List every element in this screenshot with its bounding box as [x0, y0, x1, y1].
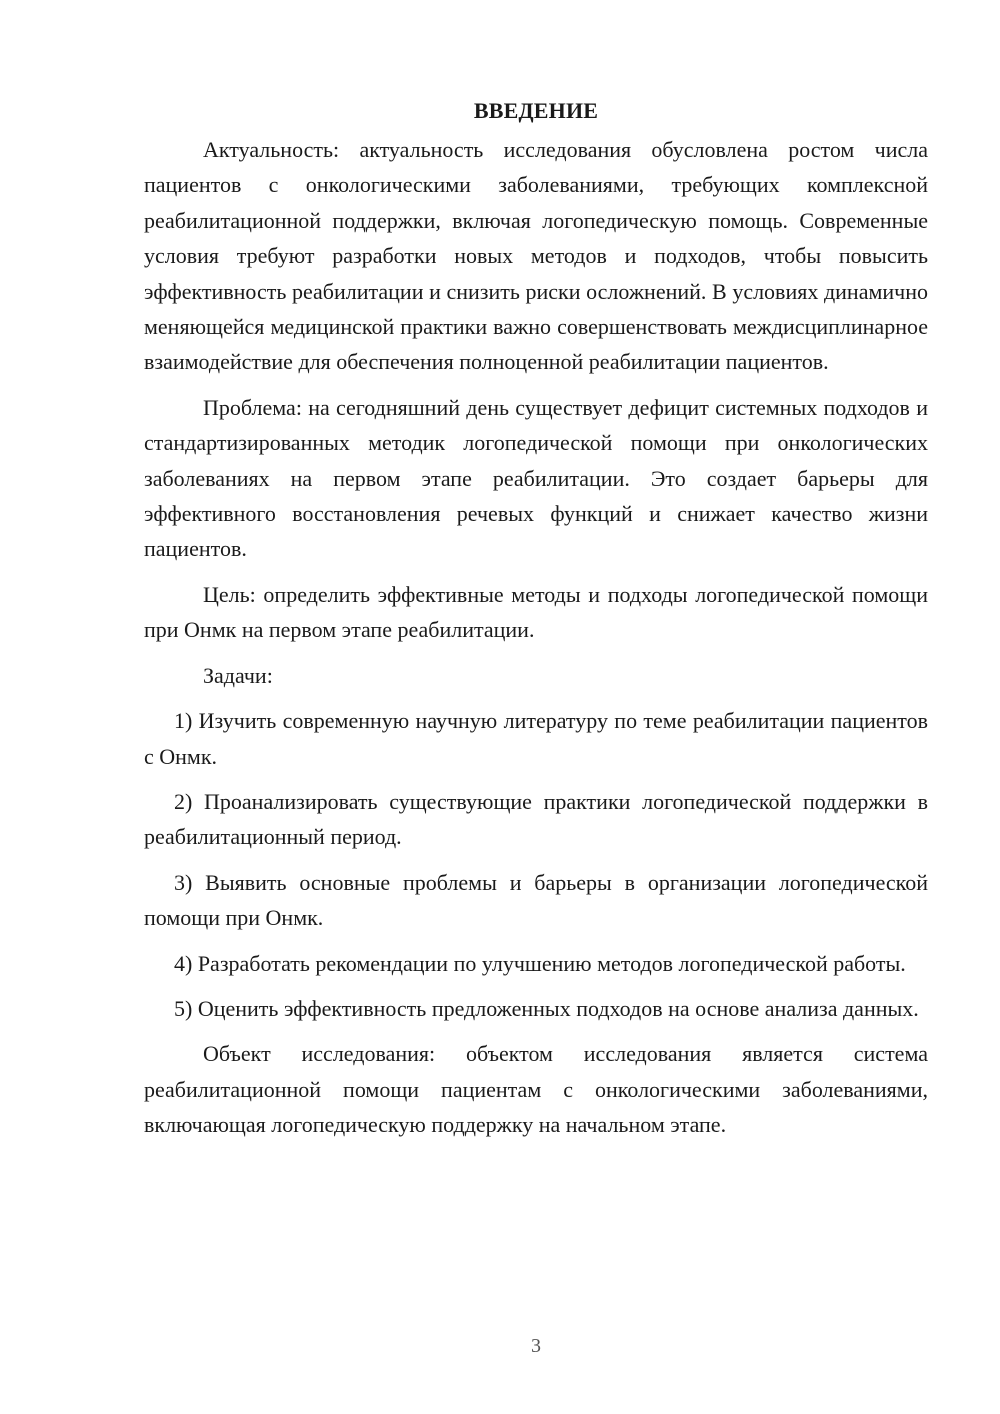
page-number: 3: [531, 1335, 541, 1357]
section-title: ВВЕДЕНИЕ: [473, 98, 599, 123]
task-item-3: 3) Выявить основные проблемы и барьеры в организации логопедической помощи при Онмк.: [144, 869, 928, 931]
goal-paragraph: Цель: определить эффективные методы и подходы логопедической помощи при Онмк на первом этапе реабилитации.: [144, 581, 928, 643]
page-content: [144, 96, 928, 1153]
task-item-5: 5) Оценить эффективность предложенных подходов на основе анализа данных.: [174, 995, 919, 1021]
problem-paragraph: Проблема: на сегодняшний день существует дефицит системных подходов и стандартизированных методик логопедической помощи при онкологических заболеваниях на первом этапе реабилитации. Это создает барьеры для эффективного восстановления речевых функций и снижает качество жизни пациентов.: [144, 394, 928, 562]
task-item-4: 4) Разработать рекомендации по улучшению методов логопедической работы.: [174, 950, 906, 976]
object-paragraph: Объект исследования: объектом исследования является система реабилитационной помощи пациентам с онкологическими заболеваниями, включающая логопедическую поддержку на начальном этапе.: [144, 1041, 928, 1138]
relevance-paragraph: Актуальность: актуальность исследования обусловлена ростом числа пациентов с онкологическими заболеваниями, требующих комплексной реабилитационной поддержки, включая логопедическую помощь. Современные условия требуют разработки новых методов и подходов, чтобы повысить эффективность реабилитации и снизить риски осложнений. В условиях динамично меняющейся медицинской практики важно совершенствовать междисциплинарное взаимодействие для обеспечения полноценной реабилитации пациентов.: [144, 137, 928, 375]
tasks-heading: Задачи:: [203, 662, 273, 688]
task-item-2: 2) Проанализировать существующие практики логопедической поддержки в реабилитационный период.: [144, 788, 928, 850]
task-item-1: 1) Изучить современную научную литературу по теме реабилитации пациентов с Онмк.: [144, 708, 928, 769]
